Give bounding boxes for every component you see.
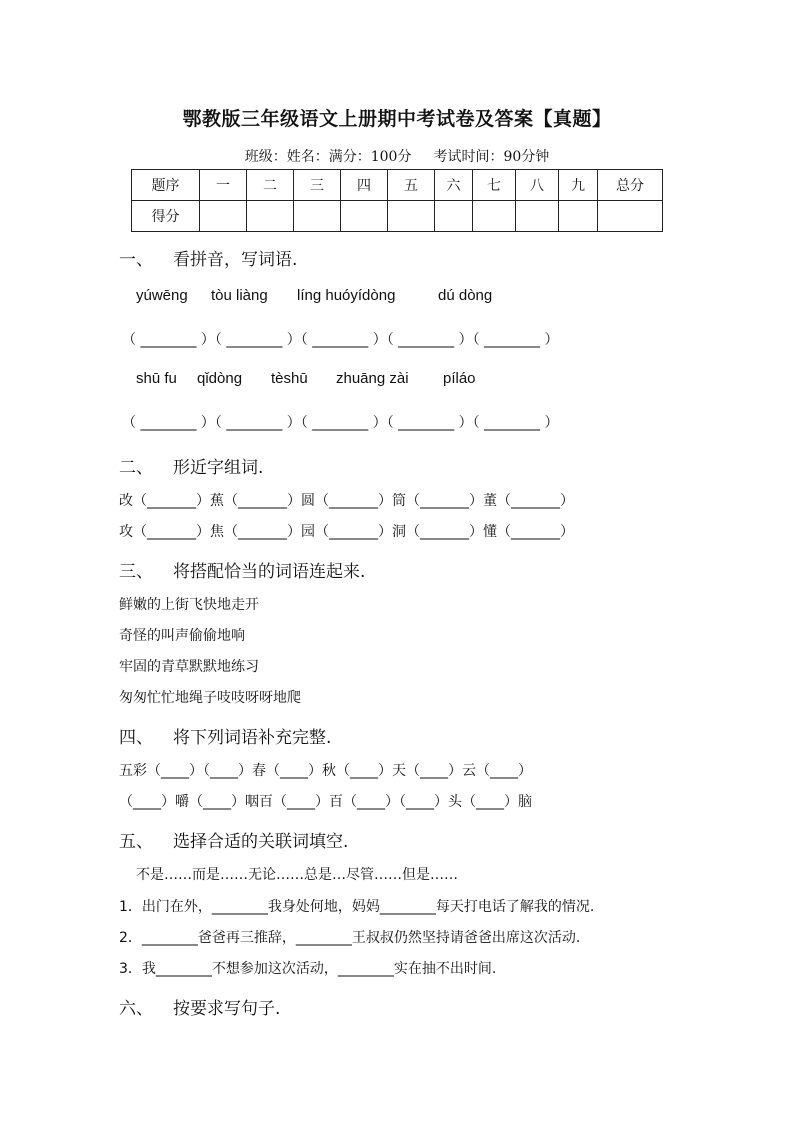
pinyin-word: líng huóyídòng — [297, 287, 396, 304]
score-header-cell: 七 — [473, 170, 516, 201]
score-row-label: 得分 — [132, 201, 200, 232]
score-table-score-row — [132, 201, 663, 232]
pinyin-word: yúwēng — [136, 287, 188, 304]
similar-chars-row-1[interactable]: 改（_______）蕉（_______）圆（_______）筒（_______）董（_______） — [119, 493, 574, 509]
score-cell[interactable] — [435, 201, 473, 232]
pinyin-word: qǐdòng — [197, 370, 243, 387]
score-cell[interactable] — [473, 201, 516, 232]
section-5-heading — [119, 827, 348, 852]
section-1-heading — [119, 245, 297, 270]
score-cell[interactable] — [341, 201, 388, 232]
pinyin-word: tèshū — [271, 370, 308, 387]
score-header-cell: 三 — [294, 170, 341, 201]
score-header-cell: 二 — [247, 170, 294, 201]
match-line-4: 匆匆忙忙地绳子吱吱呀呀地爬 — [119, 690, 301, 706]
idiom-row-2[interactable]: （____）嚼（____）咽百（____）百（____）（____）头（____）脑 — [119, 794, 532, 810]
score-table-header-row — [132, 170, 663, 201]
pinyin-word: shū fu — [136, 370, 177, 387]
page-title: 鄂教版三年级语文上册期中考试卷及答案【真题】 — [182, 108, 612, 130]
idiom-row-1[interactable]: 五彩（____）（____）春（____）秋（____）天（____）云（____） — [119, 763, 532, 779]
score-cell[interactable] — [516, 201, 559, 232]
score-header-cell: 总分 — [598, 170, 663, 201]
exam-info: 班级：姓名：满分：100分 — [244, 149, 412, 165]
match-line-3: 牢固的青草默默地练习 — [119, 659, 259, 675]
section-6-heading — [119, 994, 280, 1019]
similar-chars-row-2[interactable]: 攻（_______）焦（_______）园（_______）洞（_______）懂（_______） — [119, 524, 574, 540]
score-header-cell: 四 — [341, 170, 388, 201]
section-2-heading — [119, 453, 263, 478]
conjunction-options: 不是……而是……无论……总是…尽管……但是…… — [136, 867, 458, 883]
section-number: 二、 — [119, 458, 153, 478]
score-table — [131, 169, 663, 232]
score-cell[interactable] — [294, 201, 341, 232]
section-title: 按要求写句子. — [173, 999, 281, 1019]
blank-row-2[interactable]: （ ________ ）（ ________ ）（ ________ ）（ ________ ）（ ________ ） — [122, 415, 559, 431]
score-cell[interactable] — [247, 201, 294, 232]
section-number: 六、 — [119, 999, 153, 1019]
section-4-heading — [119, 723, 331, 748]
section-title: 形近字组词. — [173, 458, 264, 478]
match-line-1: 鲜嫩的上街飞快地走开 — [119, 597, 259, 613]
exam-meta — [0, 146, 794, 166]
score-header-cell: 五 — [388, 170, 435, 201]
score-header-cell: 六 — [435, 170, 473, 201]
score-header-cell: 题序 — [132, 170, 200, 201]
score-header-cell: 八 — [516, 170, 559, 201]
pinyin-word: dú dòng — [438, 287, 493, 304]
section-title: 将下列词语补充完整. — [173, 728, 332, 748]
exam-time: 考试时间：90分钟 — [433, 149, 550, 165]
score-cell[interactable] — [388, 201, 435, 232]
section-number: 五、 — [119, 832, 153, 852]
section-title: 看拼音，写词语. — [173, 250, 298, 270]
section-number: 四、 — [119, 728, 153, 748]
fill-question-3[interactable]: 3．我________不想参加这次活动，________实在抽不出时间. — [119, 961, 497, 977]
section-number: 三、 — [119, 562, 153, 582]
section-title: 将搭配恰当的词语连起来. — [173, 562, 366, 582]
section-3-heading — [119, 557, 365, 582]
pinyin-word: píláo — [443, 370, 476, 387]
pinyin-word: zhuāng zài — [336, 370, 409, 387]
fill-question-2[interactable]: 2．________爸爸再三推辞，________王叔叔仍然坚持请爸爸出席这次活动. — [119, 930, 581, 946]
score-cell[interactable] — [200, 201, 247, 232]
score-cell[interactable] — [598, 201, 663, 232]
pinyin-word: tòu liàng — [211, 287, 268, 304]
match-line-2: 奇怪的叫声偷偷地响 — [119, 628, 245, 644]
score-header-cell: 九 — [559, 170, 598, 201]
section-number: 一、 — [119, 250, 153, 270]
fill-question-1[interactable]: 1．出门在外，________我身处何地，妈妈________每天打电话了解我的情况. — [119, 899, 595, 915]
score-header-cell: 一 — [200, 170, 247, 201]
section-title: 选择合适的关联词填空. — [173, 832, 349, 852]
score-cell[interactable] — [559, 201, 598, 232]
blank-row-1[interactable]: （ ________ ）（ ________ ）（ ________ ）（ ________ ）（ ________ ） — [122, 332, 559, 348]
